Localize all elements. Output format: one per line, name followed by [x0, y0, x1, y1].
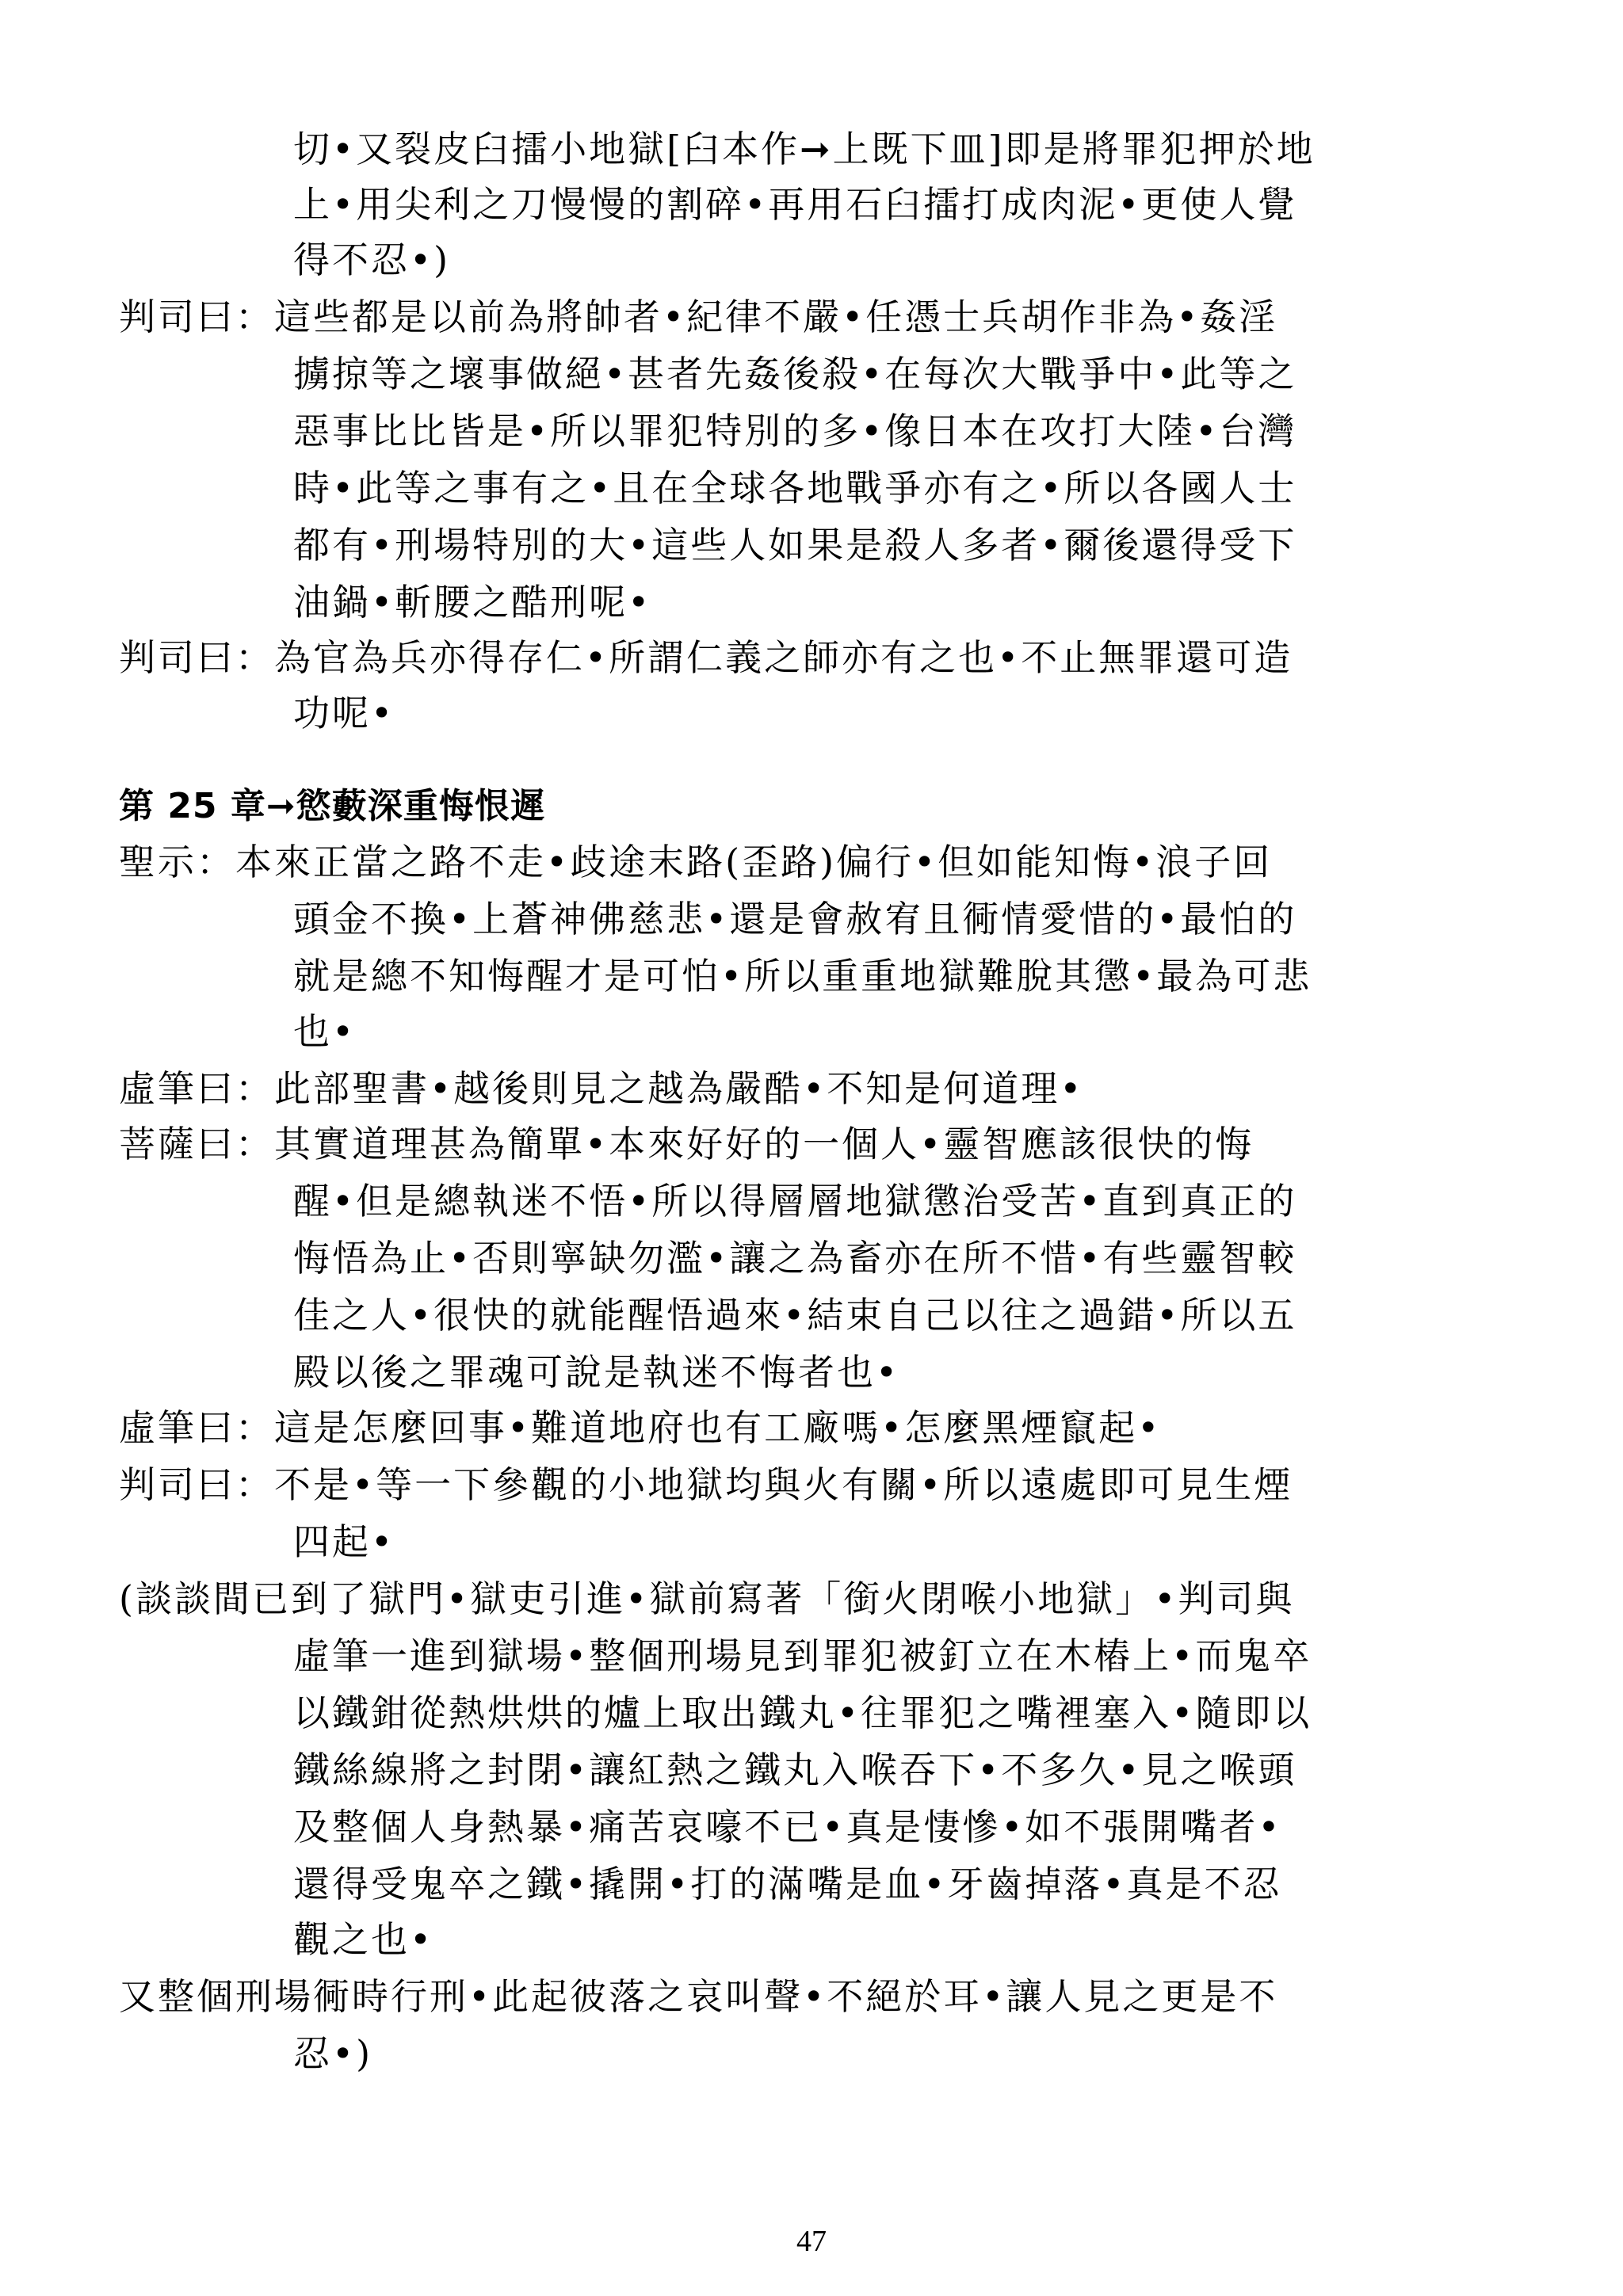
text-line: 虛筆曰：此部聖書•越後則見之越為嚴酷•不知是何道理• [119, 1067, 1084, 1110]
text-line: 判司曰：為官為兵亦得存仁•所謂仁義之師亦有之也•不止無罪還可造 [119, 636, 1293, 679]
text-line: 虛筆曰：這是怎麼回事•難道地府也有工廠嗎•怎麼黑煙竄起• [119, 1406, 1162, 1449]
text-line: 時•此等之事有之•且在全球各地戰爭亦有之•所以各國人士 [293, 467, 1297, 509]
page-number: 47 [796, 2225, 827, 2258]
text-line: 觀之也• [293, 1918, 434, 1961]
text-line: 佳之人•很快的就能醒悟過來•結束自己以往之過錯•所以五 [293, 1294, 1297, 1337]
text-line: 得不忍•) [293, 238, 451, 281]
text-line: 殿以後之罪魂可說是執迷不悔者也• [293, 1351, 900, 1394]
text-line: (談談間已到了獄門•獄吏引進•獄前寫著「銜火閉喉小地獄」•判司與 [119, 1577, 1295, 1620]
text-line: 功呢• [293, 692, 395, 734]
text-line: 鐵絲線將之封閉•讓紅熱之鐵丸入喉吞下•不多久•見之喉頭 [293, 1749, 1297, 1791]
text-line: 虛筆一進到獄場•整個刑場見到罪犯被釘立在木樁上•而鬼卒 [293, 1634, 1312, 1677]
text-line: 就是總不知悔醒才是可怕•所以重重地獄難脫其懲•最為可悲 [293, 955, 1312, 997]
text-line: 又整個刑場衕時行刑•此起彼落之哀叫聲•不絕於耳•讓人見之更是不 [119, 1975, 1278, 2018]
text-line: 切•又裂皮臼擂小地獄[臼本作➞上既下皿]即是將罪犯押於地 [293, 128, 1316, 170]
text-line: 及整個人身熱暴•痛苦哀嚎不已•真是悽慘•如不張開嘴者• [293, 1806, 1282, 1848]
text-line: 忍•) [293, 2032, 373, 2075]
text-line: 悔悟為止•否則寧缺勿濫•讓之為畜亦在所不惜•有些靈智較 [293, 1237, 1297, 1280]
text-line: 菩薩曰：其實道理甚為簡單•本來好好的一個人•靈智應該很快的悔 [119, 1123, 1254, 1165]
text-line: 判司曰：不是•等一下參觀的小地獄均與火有關•所以遠處即可見生煙 [119, 1463, 1293, 1506]
text-line: 頭金不換•上蒼神佛慈悲•還是會赦宥且衕情愛惜的•最怕的 [293, 898, 1297, 940]
text-line: 聖示：本來正當之路不走•歧途末路(歪路)偏行•但如能知悔•浪子回 [119, 841, 1273, 883]
text-line: 油鍋•斬腰之酷刑呢• [293, 581, 652, 624]
text-line: 也• [293, 1010, 357, 1053]
text-line: 惡事比比皆是•所以罪犯特別的多•像日本在攻打大陸•台灣 [293, 410, 1297, 452]
text-line: 上•用尖利之刀慢慢的割碎•再用石臼擂打成肉泥•更使人覺 [293, 183, 1297, 226]
text-line: 還得受鬼卒之鐵•撬開•打的滿嘴是血•牙齒掉落•真是不忍 [293, 1863, 1282, 1905]
text-line: 判司曰：這些都是以前為將帥者•紀律不嚴•任憑士兵胡作非為•姦淫 [119, 296, 1278, 338]
text-line: 擄掠等之壞事做絕•甚者先姦後殺•在每次大戰爭中•此等之 [293, 353, 1297, 395]
text-line: 醒•但是總執迷不悟•所以得層層地獄懲治受苦•直到真正的 [293, 1180, 1297, 1222]
text-line: 都有•刑場特別的大•這些人如果是殺人多者•爾後還得受下 [293, 524, 1297, 566]
chapter-heading: 第 25 章➞慾藪深重悔恨遲 [119, 786, 546, 826]
text-line: 四起• [293, 1520, 395, 1563]
text-line: 以鐵鉗從熱烘烘的爐上取出鐵丸•往罪犯之嘴裡塞入•隨即以 [293, 1691, 1312, 1734]
